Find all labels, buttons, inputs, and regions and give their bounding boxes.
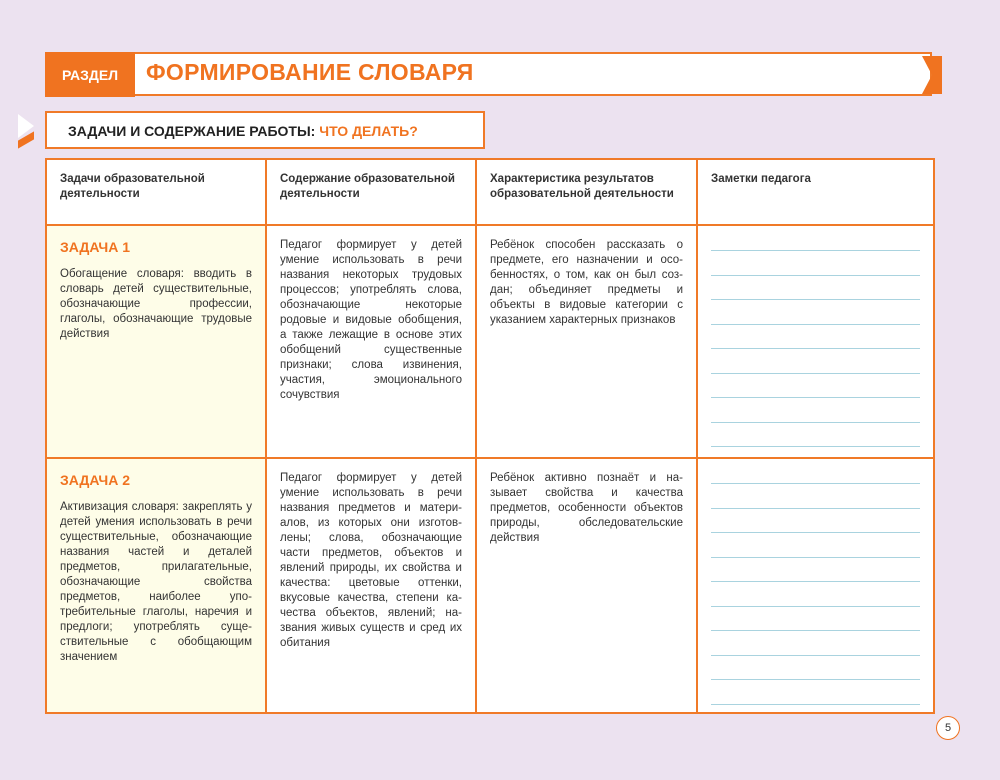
task-text: Активизация словаря: закреплять у детей умения использовать в речи существительные, обозначающие названия частей и деталей предметов, прилагательные, обозначающие свойства предметов, наиболее употребительные глаголы, наречия и предлоги; употреблять существительные с обобщающим значением: [60, 501, 252, 663]
note-line: [711, 348, 920, 349]
note-line: [711, 299, 920, 300]
note-line: [711, 704, 920, 705]
note-line: [711, 446, 920, 447]
table-header-row: [46, 159, 934, 225]
results-cell: Ребёнок способен рассказать о предмете, его назначении и особенностях, о том, как он был создан; объединяет предметы и объекты в видовые категории с указанием характерных признаков: [476, 225, 697, 458]
task-title: ЗАДАЧА 2: [60, 472, 131, 488]
subheader-text: ЗАДАЧИ И СОДЕРЖАНИЕ РАБОТЫ:: [68, 123, 316, 139]
notes-cell[interactable]: [697, 458, 934, 713]
notes-cell[interactable]: [697, 225, 934, 458]
note-line: [711, 508, 920, 509]
note-line: [711, 324, 920, 325]
page-title: ФОРМИРОВАНИЕ СЛОВАРЯ: [146, 59, 474, 85]
results-cell: Ребёнок активно познаёт и называет свойства и качества предметов, особенности объектов природы, обследовательские действия: [476, 458, 697, 713]
section-label: РАЗДЕЛ: [45, 52, 135, 97]
note-line: [711, 679, 920, 680]
subheader-highlight: ЧТО ДЕЛАТЬ?: [319, 123, 418, 139]
note-line: [711, 606, 920, 607]
table-row: [46, 458, 934, 713]
ribbon-decoration: [922, 56, 942, 94]
note-line: [711, 397, 920, 398]
note-line: [711, 581, 920, 582]
column-header: Содержание образовательной деятельности: [266, 159, 476, 225]
table-row: [46, 225, 934, 458]
column-header: Заметки педагога: [697, 159, 934, 225]
note-line: [711, 275, 920, 276]
subheader-title: [68, 123, 418, 139]
note-line: [711, 557, 920, 558]
column-header: Характеристика результатов образовательной деятельности: [476, 159, 697, 225]
task-cell: [46, 225, 266, 458]
note-line: [711, 422, 920, 423]
column-header: Задачи образовательной деятельности: [46, 159, 266, 225]
page-number: 5: [936, 716, 960, 740]
note-line: [711, 250, 920, 251]
task-title: ЗАДАЧА 1: [60, 239, 131, 255]
note-line: [711, 483, 920, 484]
tasks-table: [45, 158, 935, 714]
note-line: [711, 532, 920, 533]
task-cell: [46, 458, 266, 713]
content-cell: Педагог формирует у детей умение использовать в речи названия некоторых трудовых процессов; употреблять слова, обозначающие некоторые родовые и видовые обобщения, а также лежащие в основе этих обобщений существенные признаки; слова извинения, участия, эмоционального сочувствия: [266, 225, 476, 458]
note-line: [711, 630, 920, 631]
task-text: Обогащение словаря: вводить в словарь детей существительные, обозначающие профессии, глаголы, обозначающие трудовые действия: [60, 268, 252, 340]
note-line: [711, 655, 920, 656]
content-cell: Педагог формирует у детей умение использовать в речи названия предметов и материалов, из которых они изготовлены; слова, обозначающие части предметов, объектов и явлений природы, их свойства и качества: цветовые оттенки, вкусовые качества, степени качества объектов, явлений; названия живых существ и сред их обитания: [266, 458, 476, 713]
note-line: [711, 373, 920, 374]
